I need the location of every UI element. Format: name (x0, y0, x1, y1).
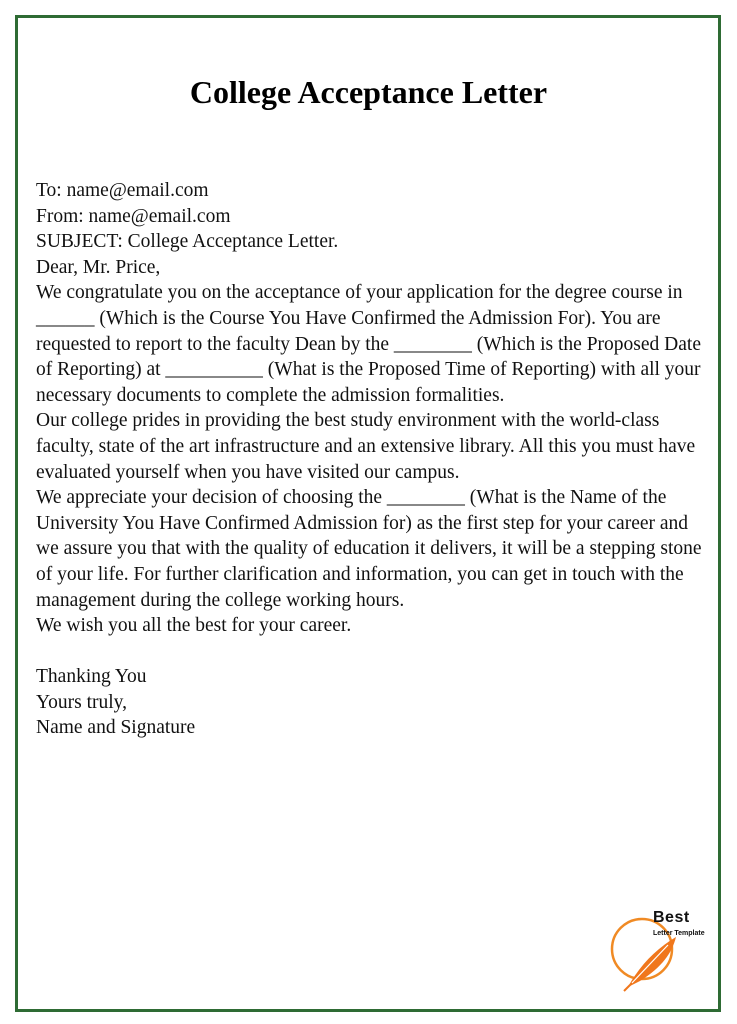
from-line: From: name@email.com (36, 205, 231, 227)
letter-body (36, 178, 708, 741)
paragraph-3: We appreciate your decision of choosing the ________ (What is the Name of the University You Have Confirmed Admission for) as the first step for your career and we assure you that with the quality of education it delivers, it will be a stepping stone of your life. For further clarification and information, you can get in touch with the management during the college working hours. (36, 487, 702, 611)
paragraph-2: Our college prides in providing the best study environment with the world-class faculty, state of the art infrastructure and an extensive library. All this you must have evaluated yourself when you have visited our campus. (36, 410, 696, 483)
paragraph-1: We congratulate you on the acceptance of your application for the degree course in ______ (Which is the Course You Have Confirmed the Admission For). You are requested to report to the faculty Dean by the ________ (Which is the Proposed Date of Reporting) at __________ (What is the Proposed Time of Reporting) with all your necessary documents to complete the admission formalities. (36, 282, 701, 406)
closing-thanks: Thanking You (36, 666, 147, 688)
closing-yours: Yours truly, (36, 691, 128, 713)
logo-text: Best (653, 909, 690, 926)
subject-line: SUBJECT: College Acceptance Letter. (36, 231, 339, 253)
to-line: To: name@email.com (36, 180, 209, 201)
closing-signature: Name and Signature (36, 717, 196, 739)
logo-subtext: Letter Template (653, 930, 705, 937)
page-title: College Acceptance Letter (189, 74, 548, 110)
salutation: Dear, Mr. Price, (36, 256, 161, 278)
paragraph-4: We wish you all the best for your career. (36, 615, 352, 637)
brand-logo (610, 905, 710, 997)
